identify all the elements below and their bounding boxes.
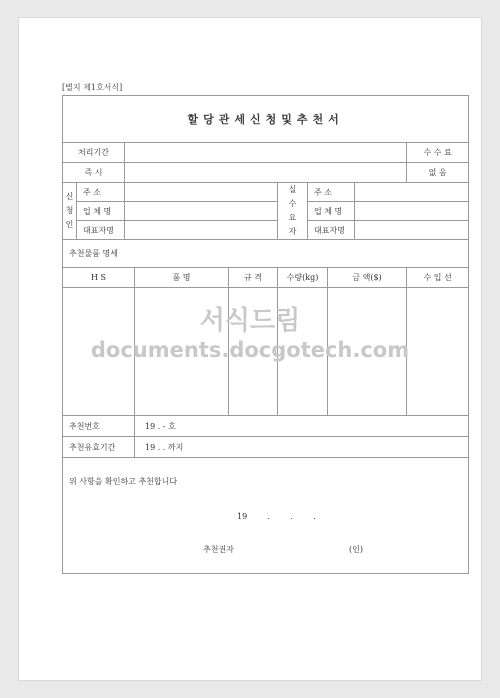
importer-char-3: 요 [288,213,297,222]
column-quantity: 수량(kg) [278,268,328,288]
applicant-address-field [125,183,278,202]
processing-blank [125,143,407,163]
importer-vertical-label [278,183,308,240]
date-line: 19 . . . [237,512,316,521]
form-number-label: [별지 제1호서식] [62,83,123,92]
rec-number-label: 추천번호 [63,416,135,437]
form-title: 할당관세신청및추천서 [63,96,469,143]
watermark-url: documents.docgotech.com [90,338,410,362]
applicant-address-label: 주 소 [77,183,125,202]
column-spec: 규 격 [229,268,278,288]
fee-label: 수 수 료 [407,143,469,163]
statement-text: 위 사항을 확인하고 추천합니다 [69,477,178,486]
rec-number-value: 19 . - 호 [135,416,469,437]
applicant-company-label: 업 체 명 [77,202,125,221]
importer-char-1: 실 [288,185,297,194]
processing-period-label: 처리기간 [63,143,125,163]
processing-period-value: 즉 시 [63,163,125,183]
column-import-source: 수 입 선 [407,268,469,288]
validity-value: 19 . . 까지 [135,437,469,458]
seal-mark: (인) [349,545,363,554]
importer-rep-field [355,221,469,240]
column-item-name: 품 명 [135,268,229,288]
importer-address-field [355,183,469,202]
importer-company-field [355,202,469,221]
applicant-rep-field [125,221,278,240]
fee-value: 없 음 [407,163,469,183]
watermark-title: 서식드림 [199,306,301,336]
processing-blank-2 [125,163,407,183]
applicant-rep-label: 대표자명 [77,221,125,240]
importer-rep-label: 대표자명 [308,221,355,240]
applicant-char-3: 인 [65,220,74,229]
applicant-vertical-label [63,183,77,240]
details-label: 추천물품 명세 [63,240,469,268]
validity-label: 추천유효기간 [63,437,135,458]
applicant-char-2: 청 [65,206,74,215]
importer-company-label: 업 체 명 [308,202,355,221]
signer-label: 추천권자 [203,545,234,554]
column-amount: 금 액($) [328,268,407,288]
column-hs: H S [63,268,135,288]
applicant-char-1: 신 [65,192,74,201]
applicant-company-field [125,202,278,221]
importer-address-label: 주 소 [308,183,355,202]
importer-char-4: 자 [288,227,297,236]
declaration-box [63,458,469,574]
importer-char-2: 수 [288,199,297,208]
